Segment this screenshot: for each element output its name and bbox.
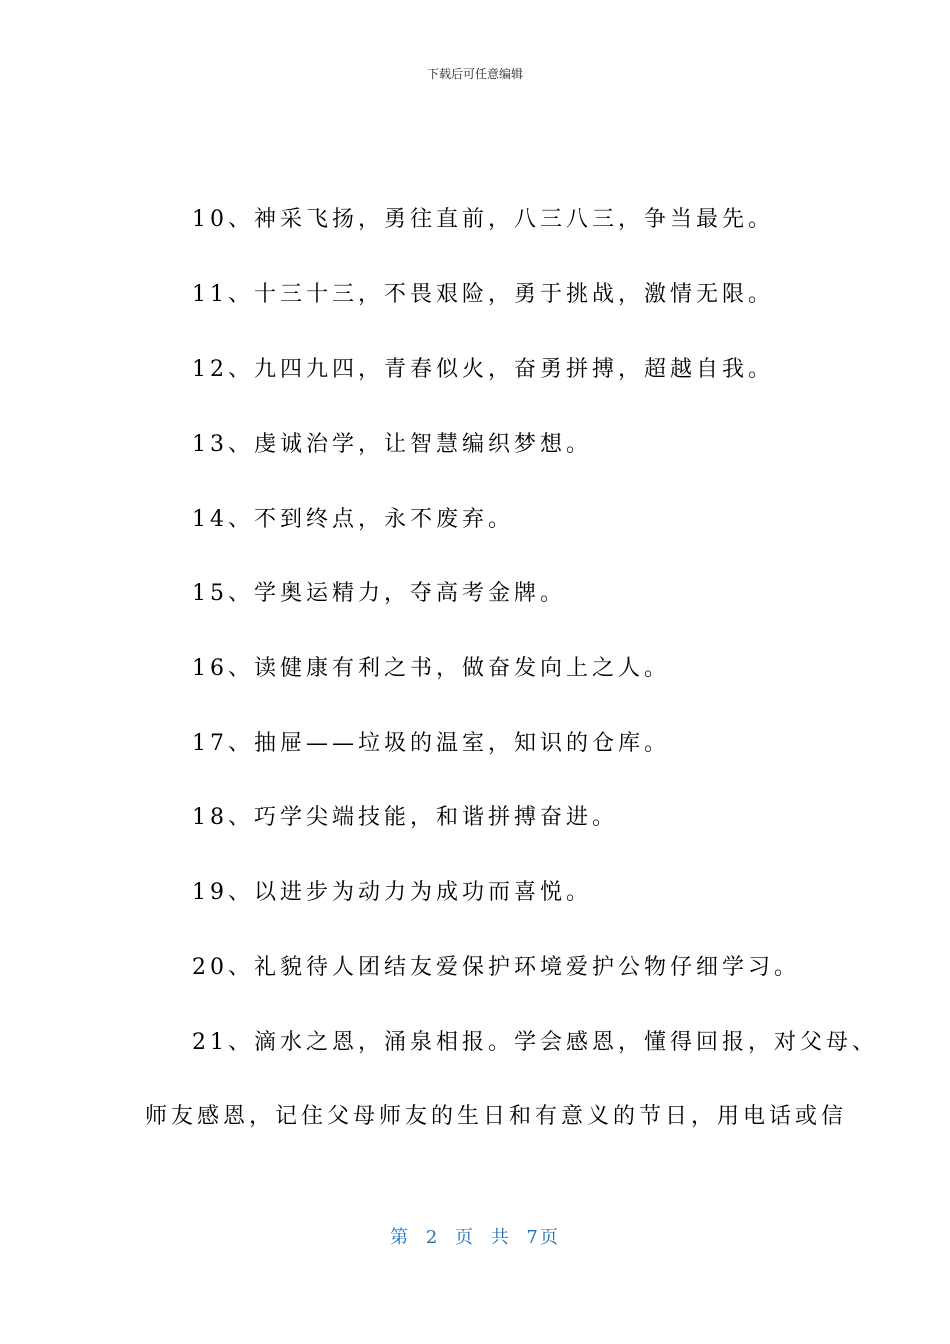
list-item: 21、滴水之恩，涌泉相报。学会感恩，懂得回报，对父母、 <box>192 1030 878 1055</box>
list-item: 16、读健康有利之书，做奋发向上之人。 <box>192 656 670 681</box>
list-item: 11、十三十三，不畏艰险，勇于挑战，激情无限。 <box>192 282 774 307</box>
list-item: 10、神采飞扬，勇往直前，八三八三，争当最先。 <box>192 207 774 232</box>
list-item: 13、虔诚治学，让智慧编织梦想。 <box>192 432 592 457</box>
list-item: 12、九四九四，青春似火，奋勇拼搏，超越自我。 <box>192 357 774 382</box>
header-note: 下载后可任意编辑 <box>426 67 523 81</box>
list-item: 18、巧学尖端技能，和谐拼搏奋进。 <box>192 805 618 830</box>
page-number: 第 2 页 共 7页 <box>390 1227 560 1248</box>
list-item: 20、礼貌待人团结友爱保护环境爱护公物仔细学习。 <box>192 955 800 980</box>
list-item: 17、抽屉——垃圾的温室，知识的仓库。 <box>192 731 670 756</box>
list-item: 19、以进步为动力为成功而喜悦。 <box>192 880 592 905</box>
list-item: 15、学奥运精力，夺高考金牌。 <box>192 581 566 606</box>
paragraph-continuation: 师友感恩，记住父母师友的生日和有意义的节日，用电话或信 <box>145 1104 848 1129</box>
list-item: 14、不到终点，永不废弃。 <box>192 507 514 532</box>
